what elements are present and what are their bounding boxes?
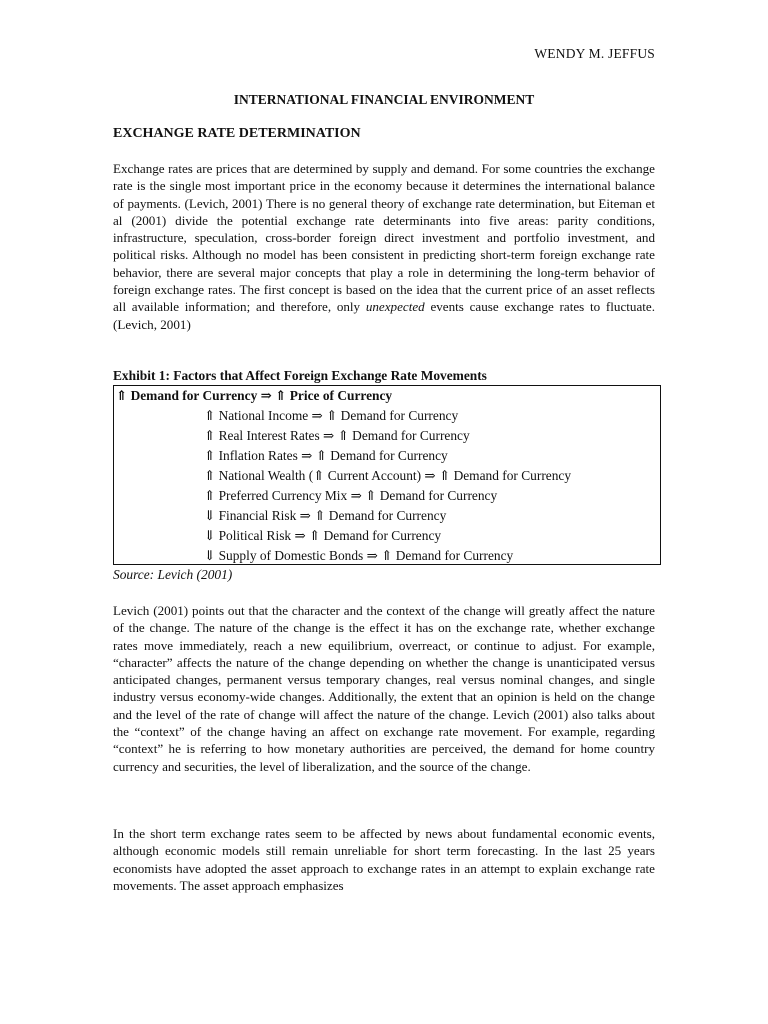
paragraph-character-context: Levich (2001) points out that the character and the context of the change will greatly affect the nature of the change. The nature of the change is the effect it has on the exchange rate, whether exchange rates move immediately, reach a new equilibrium, overreact, or continue to adjust. For example, “character” affects the nature of the change depending on whether the change is unanticipated versus anticipated changes, permanent versus temporary changes, real versus nominal changes, and single industry versus economy-wide changes. Additionally, the extent that an opinion is held on the change and the level of the rate of change will affect the nature of the change. Levich (2001) also talks about the “context” of the change having an affect on exchange rate movement. For example, regarding “context” he is referring to how monetary authorities are perceived, the demand for home country currency and securities, the level of liberalization, and the source of the change. — [113, 603, 655, 774]
paragraph-intro — [113, 160, 655, 333]
exhibit-row: ⇑ Inflation Rates ⇒ ⇑ Demand for Currency — [204, 448, 448, 463]
exhibit-headline: ⇑ Demand for Currency ⇒ ⇑ Price of Currency — [116, 388, 393, 403]
paragraph-intro-text-a: Exchange rates are prices that are determined by supply and demand. For some countries the exchange rate is the single most important price in the economy because it determines the international balance of payments. (Levich, 2001) There is no general theory of exchange rate determination, but Eiteman et al (2001) divide the potential exchange rate determinants into five areas: parity conditions, infrastructure, speculation, cross-border foreign direct investment and portfolio investment, and political risks. Although no model has been consistent in predicting short-term foreign exchange rate behavior, there are several major concepts that play a role in determining the long-term behavior of foreign exchange rates. The first concept is based on the idea that the current price of an asset reflects all available information; and therefore, only — [113, 161, 655, 315]
exhibit-row: ⇓ Political Risk ⇒ ⇑ Demand for Currency — [204, 528, 442, 543]
paragraph-short-term: In the short term exchange rates seem to be affected by news about fundamental economic events, although economic models still remain unreliable for short term forecasting. In the last 25 years economists have adopted the asset approach to exchange rates in an attempt to explain exchange rate movements. The asset approach emphasizes — [113, 826, 655, 893]
exhibit-title: Exhibit 1: Factors that Affect Foreign Exchange Rate Movements — [113, 368, 487, 383]
exhibit-row: ⇓ Financial Risk ⇒ ⇑ Demand for Currency — [204, 508, 447, 523]
exhibit-row: ⇑ National Wealth (⇑ Current Account) ⇒ ⇑ Demand for Currency — [204, 468, 572, 483]
exhibit-row: ⇓ Supply of Domestic Bonds ⇒ ⇑ Demand for Currency — [204, 548, 514, 563]
section-heading: EXCHANGE RATE DETERMINATION — [113, 126, 361, 141]
exhibit-row: ⇑ Real Interest Rates ⇒ ⇑ Demand for Currency — [204, 428, 470, 443]
paragraph-intro-text-b: events cause exchange rates to fluctuate. (Levich, 2001) — [113, 299, 655, 332]
exhibit-row: ⇑ Preferred Currency Mix ⇒ ⇑ Demand for Currency — [204, 488, 498, 503]
paragraph-intro-emphasis: unexpected — [365, 299, 425, 315]
exhibit-source: Source: Levich (2001) — [113, 567, 233, 582]
exhibit-box — [113, 385, 661, 565]
document-title: INTERNATIONAL FINANCIAL ENVIRONMENT — [233, 92, 535, 107]
author-name: WENDY M. JEFFUS — [534, 46, 655, 61]
exhibit-row: ⇑ National Income ⇒ ⇑ Demand for Currency — [204, 408, 459, 423]
